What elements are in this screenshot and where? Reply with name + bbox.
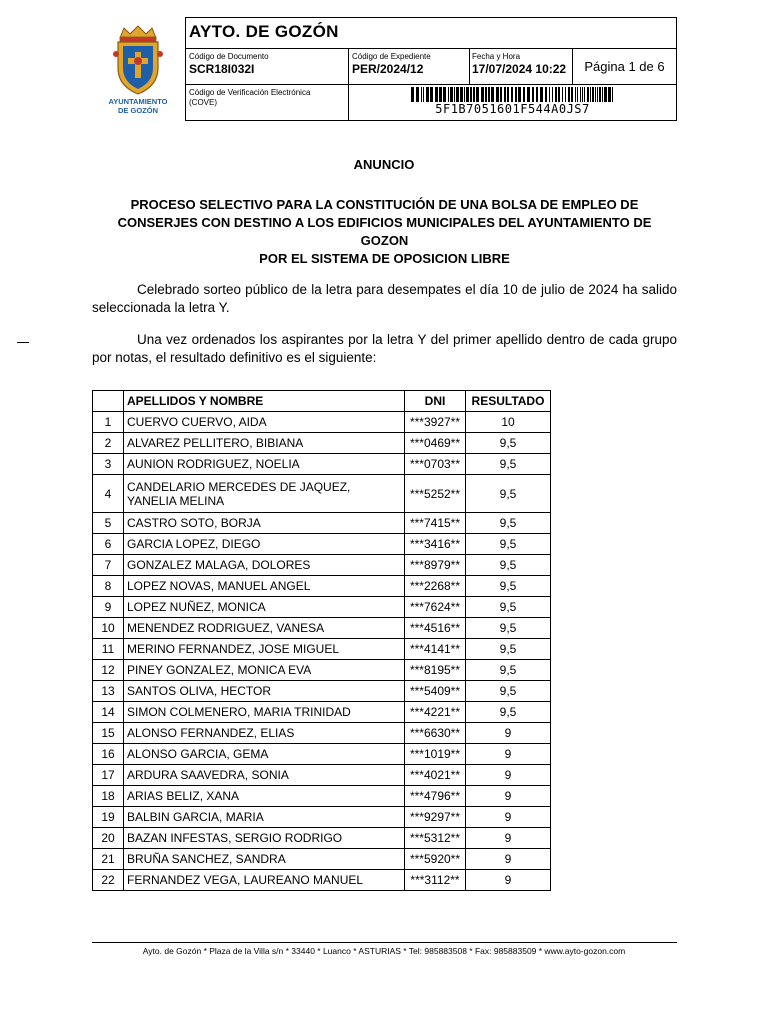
coat-of-arms-icon	[110, 24, 166, 96]
paragraph-order	[92, 331, 677, 367]
row-name: PINEY GONZALEZ, MONICA EVA	[124, 660, 405, 681]
barcode-bar	[568, 87, 570, 102]
row-result: 10	[466, 412, 551, 433]
table-row	[93, 849, 551, 870]
row-index: 3	[93, 454, 124, 475]
table-header-row	[93, 391, 551, 412]
doc-code-value: SCR18I032I	[189, 62, 255, 76]
row-name: BALBIN GARCIA, MARIA	[124, 807, 405, 828]
row-index: 14	[93, 702, 124, 723]
barcode-bar	[590, 87, 591, 102]
row-dni: ***5312**	[405, 828, 466, 849]
header-title: AYTO. DE GOZÓN	[186, 18, 676, 49]
process-title-line-1: PROCESO SELECTIVO PARA LA CONSTITUCIÓN DE UNA BOLSA DE EMPLEO DE	[130, 197, 639, 212]
paragraph-order-text: Una vez ordenados los aspirantes por la letra Y del primer apellido dentro de cada grupo por notas, el resultado definitivo es el siguiente:	[92, 332, 677, 365]
barcode-bar	[439, 87, 442, 102]
logo-line-1: AYUNTAMIENTO	[108, 97, 168, 106]
table-row	[93, 454, 551, 475]
row-name: LOPEZ NOVAS, MANUEL ANGEL	[124, 576, 405, 597]
barcode-bar	[599, 87, 601, 102]
table-row	[93, 660, 551, 681]
row-index: 7	[93, 555, 124, 576]
row-result: 9,5	[466, 639, 551, 660]
barcode-bar	[558, 87, 560, 102]
row-name: ALONSO GARCIA, GEMA	[124, 744, 405, 765]
barcode-bar	[582, 87, 583, 102]
barcode-bar	[421, 87, 422, 102]
barcode-bar	[608, 87, 611, 102]
row-index: 2	[93, 433, 124, 454]
row-index: 4	[93, 475, 124, 513]
cove-label: Código de Verificación Electrónica	[189, 88, 311, 97]
row-result: 9	[466, 786, 551, 807]
barcode-bar	[454, 87, 455, 102]
barcode-bar	[511, 87, 513, 102]
row-dni: ***2268**	[405, 576, 466, 597]
table-row	[93, 807, 551, 828]
barcode-bar	[473, 87, 475, 102]
table-row	[93, 513, 551, 534]
barcode-bar	[443, 87, 446, 102]
barcode-bar	[464, 87, 465, 102]
row-dni: ***0703**	[405, 454, 466, 475]
table-row	[93, 765, 551, 786]
cove-code: 5F1B7051601F544A0JS7	[435, 102, 590, 116]
row-result: 9	[466, 723, 551, 744]
row-result: 9,5	[466, 681, 551, 702]
row-name: CUERVO CUERVO, AIDA	[124, 412, 405, 433]
barcode-bar	[545, 87, 547, 102]
row-result: 9,5	[466, 555, 551, 576]
table-row	[93, 870, 551, 891]
table-row	[93, 639, 551, 660]
row-index: 8	[93, 576, 124, 597]
cove-cell	[186, 85, 349, 121]
row-dni: ***3416**	[405, 534, 466, 555]
table-row	[93, 618, 551, 639]
row-name: FERNANDEZ VEGA, LAUREANO MANUEL	[124, 870, 405, 891]
row-result: 9,5	[466, 475, 551, 513]
row-dni: ***4221**	[405, 702, 466, 723]
row-index: 21	[93, 849, 124, 870]
barcode-bar	[466, 87, 469, 102]
row-index: 20	[93, 828, 124, 849]
barcode-bar	[602, 87, 603, 102]
row-dni: ***0469**	[405, 433, 466, 454]
row-dni: ***8195**	[405, 660, 466, 681]
header-name: APELLIDOS Y NOMBRE	[124, 391, 405, 412]
barcode-icon	[411, 87, 615, 102]
row-name: LOPEZ NUÑEZ, MONICA	[124, 597, 405, 618]
exp-code-label: Código de Expediente	[352, 52, 431, 61]
barcode-bar	[504, 87, 506, 102]
doc-code-label: Código de Documento	[189, 52, 269, 61]
row-result: 9	[466, 849, 551, 870]
date-time-label: Fecha y Hora	[472, 52, 521, 61]
date-time-value: 17/07/2024 10:22	[472, 62, 567, 76]
row-name: CANDELARIO MERCEDES DE JAQUEZ, YANELIA MELINA	[124, 475, 405, 513]
row-index: 13	[93, 681, 124, 702]
row-name: SANTOS OLIVA, HECTOR	[124, 681, 405, 702]
table-row	[93, 744, 551, 765]
row-result: 9,5	[466, 433, 551, 454]
barcode-bar	[595, 87, 596, 102]
row-name: BAZAN INFESTAS, SERGIO RODRIGO	[124, 828, 405, 849]
row-dni: ***4021**	[405, 765, 466, 786]
barcode-bar	[604, 87, 607, 102]
exp-code-value: PER/2024/12	[352, 62, 424, 76]
barcode-bar	[565, 87, 566, 102]
barcode-bar	[527, 87, 530, 102]
barcode-bar	[500, 87, 502, 102]
row-index: 15	[93, 723, 124, 744]
row-name: ARDURA SAAVEDRA, SONIA	[124, 765, 405, 786]
row-dni: ***1019**	[405, 744, 466, 765]
table-row	[93, 534, 551, 555]
page-number: Página 1 de 6	[573, 49, 676, 85]
barcode-bar	[518, 87, 521, 102]
table-row	[93, 597, 551, 618]
table-row	[93, 433, 551, 454]
row-name: GARCIA LOPEZ, DIEGO	[124, 534, 405, 555]
footer-address: Ayto. de Gozón * Plaza de la Villa s/n * 33440 * Luanco * ASTURIAS * Tel: 985883508 * Fax: 985883509 * www.ayto-gozon.com	[142, 946, 626, 956]
header-result: RESULTADO	[466, 391, 551, 412]
row-dni: ***5920**	[405, 849, 466, 870]
row-result: 9,5	[466, 513, 551, 534]
barcode-bar	[575, 87, 576, 102]
date-time-cell	[470, 49, 573, 85]
table-row	[93, 723, 551, 744]
barcode-bar	[416, 87, 419, 102]
process-title	[92, 196, 677, 268]
barcode-bar	[460, 87, 463, 102]
row-index: 9	[93, 597, 124, 618]
row-index: 22	[93, 870, 124, 891]
process-title-line-3: POR EL SISTEMA DE OPOSICION LIBRE	[259, 251, 510, 266]
row-index: 1	[93, 412, 124, 433]
row-result: 9	[466, 828, 551, 849]
barcode-bar	[549, 87, 550, 102]
paragraph-draw-text: Celebrado sorteo público de la letra para desempates el día 10 de julio de 2024 ha salido seleccionada la letra Y.	[92, 282, 677, 315]
table-row	[93, 828, 551, 849]
barcode-bar	[491, 87, 494, 102]
barcode-bar	[411, 87, 414, 102]
table-row	[93, 475, 551, 513]
results-table	[92, 390, 551, 891]
row-name: ARIAS BELIZ, XANA	[124, 786, 405, 807]
barcode-bar	[426, 87, 429, 102]
row-dni: ***4796**	[405, 786, 466, 807]
barcode-bar	[571, 87, 573, 102]
row-index: 18	[93, 786, 124, 807]
barcode-bar	[577, 87, 578, 102]
row-index: 12	[93, 660, 124, 681]
row-dni: ***4141**	[405, 639, 466, 660]
row-name: AUNION RODRIGUEZ, NOELIA	[124, 454, 405, 475]
row-name: BRUÑA SANCHEZ, SANDRA	[124, 849, 405, 870]
barcode-bar	[584, 87, 585, 102]
barcode-bar	[488, 87, 490, 102]
exp-code-cell	[349, 49, 470, 85]
row-dni: ***8979**	[405, 555, 466, 576]
barcode-bar	[552, 87, 553, 102]
table-row	[93, 702, 551, 723]
row-result: 9	[466, 765, 551, 786]
barcode-bar	[580, 87, 581, 102]
barcode-bar	[496, 87, 499, 102]
barcode-bar	[536, 87, 538, 102]
row-name: ALONSO FERNANDEZ, ELIAS	[124, 723, 405, 744]
table-row	[93, 681, 551, 702]
row-result: 9,5	[466, 534, 551, 555]
header-dni: DNI	[405, 391, 466, 412]
document-header	[185, 17, 677, 121]
footer-divider	[92, 942, 677, 943]
row-name: GONZALEZ MALAGA, DOLORES	[124, 555, 405, 576]
table-row	[93, 412, 551, 433]
barcode-bar	[562, 87, 563, 102]
row-result: 9,5	[466, 454, 551, 475]
row-name: CASTRO SOTO, BORJA	[124, 513, 405, 534]
row-name: ALVAREZ PELLITERO, BIBIANA	[124, 433, 405, 454]
row-index: 19	[93, 807, 124, 828]
logo-line-2: DE GOZÓN	[117, 106, 158, 115]
row-dni: ***3927**	[405, 412, 466, 433]
row-result: 9	[466, 807, 551, 828]
barcode-cell	[349, 85, 676, 121]
row-dni: ***6630**	[405, 723, 466, 744]
doc-code-cell	[186, 49, 349, 85]
barcode-bar	[476, 87, 479, 102]
row-name: SIMON COLMENERO, MARIA TRINIDAD	[124, 702, 405, 723]
row-index: 11	[93, 639, 124, 660]
row-name: MENENDEZ RODRIGUEZ, VANESA	[124, 618, 405, 639]
row-result: 9,5	[466, 597, 551, 618]
table-row	[93, 786, 551, 807]
header-index	[93, 391, 124, 412]
announcement-heading: ANUNCIO	[353, 157, 415, 172]
paragraph-draw	[92, 281, 677, 317]
row-index: 6	[93, 534, 124, 555]
barcode-bar	[523, 87, 525, 102]
barcode-bar	[507, 87, 509, 102]
row-result: 9,5	[466, 702, 551, 723]
row-result: 9,5	[466, 660, 551, 681]
barcode-bar	[450, 87, 453, 102]
row-dni: ***4516**	[405, 618, 466, 639]
row-dni: ***5409**	[405, 681, 466, 702]
barcode-bar	[485, 87, 487, 102]
margin-mark	[17, 342, 29, 343]
barcode-bar	[592, 87, 594, 102]
municipal-logo	[100, 24, 176, 115]
row-dni: ***7624**	[405, 597, 466, 618]
row-result: 9	[466, 744, 551, 765]
row-dni: ***7415**	[405, 513, 466, 534]
barcode-bar	[597, 87, 598, 102]
row-result: 9,5	[466, 576, 551, 597]
row-result: 9,5	[466, 618, 551, 639]
row-index: 5	[93, 513, 124, 534]
barcode-bar	[435, 87, 438, 102]
row-dni: ***3112**	[405, 870, 466, 891]
barcode-bar	[470, 87, 472, 102]
cove-sub-label: (COVE)	[189, 98, 217, 107]
table-row	[93, 555, 551, 576]
barcode-bar	[423, 87, 424, 102]
barcode-bar	[540, 87, 543, 102]
barcode-bar	[612, 87, 613, 102]
row-index: 10	[93, 618, 124, 639]
row-index: 17	[93, 765, 124, 786]
barcode-bar	[555, 87, 557, 102]
process-title-line-2: CONSERJES CON DESTINO A LOS EDIFICIOS MUNICIPALES DEL AYUNTAMIENTO DE GOZON	[117, 215, 652, 248]
barcode-bar	[515, 87, 517, 102]
row-dni: ***9297**	[405, 807, 466, 828]
row-dni: ***5252**	[405, 475, 466, 513]
row-name: MERINO FERNANDEZ, JOSE MIGUEL	[124, 639, 405, 660]
barcode-bar	[456, 87, 459, 102]
row-result: 9	[466, 870, 551, 891]
row-index: 16	[93, 744, 124, 765]
barcode-bar	[587, 87, 589, 102]
table-row	[93, 576, 551, 597]
barcode-bar	[430, 87, 433, 102]
barcode-bar	[532, 87, 534, 102]
barcode-bar	[481, 87, 484, 102]
barcode-bar	[448, 87, 449, 102]
